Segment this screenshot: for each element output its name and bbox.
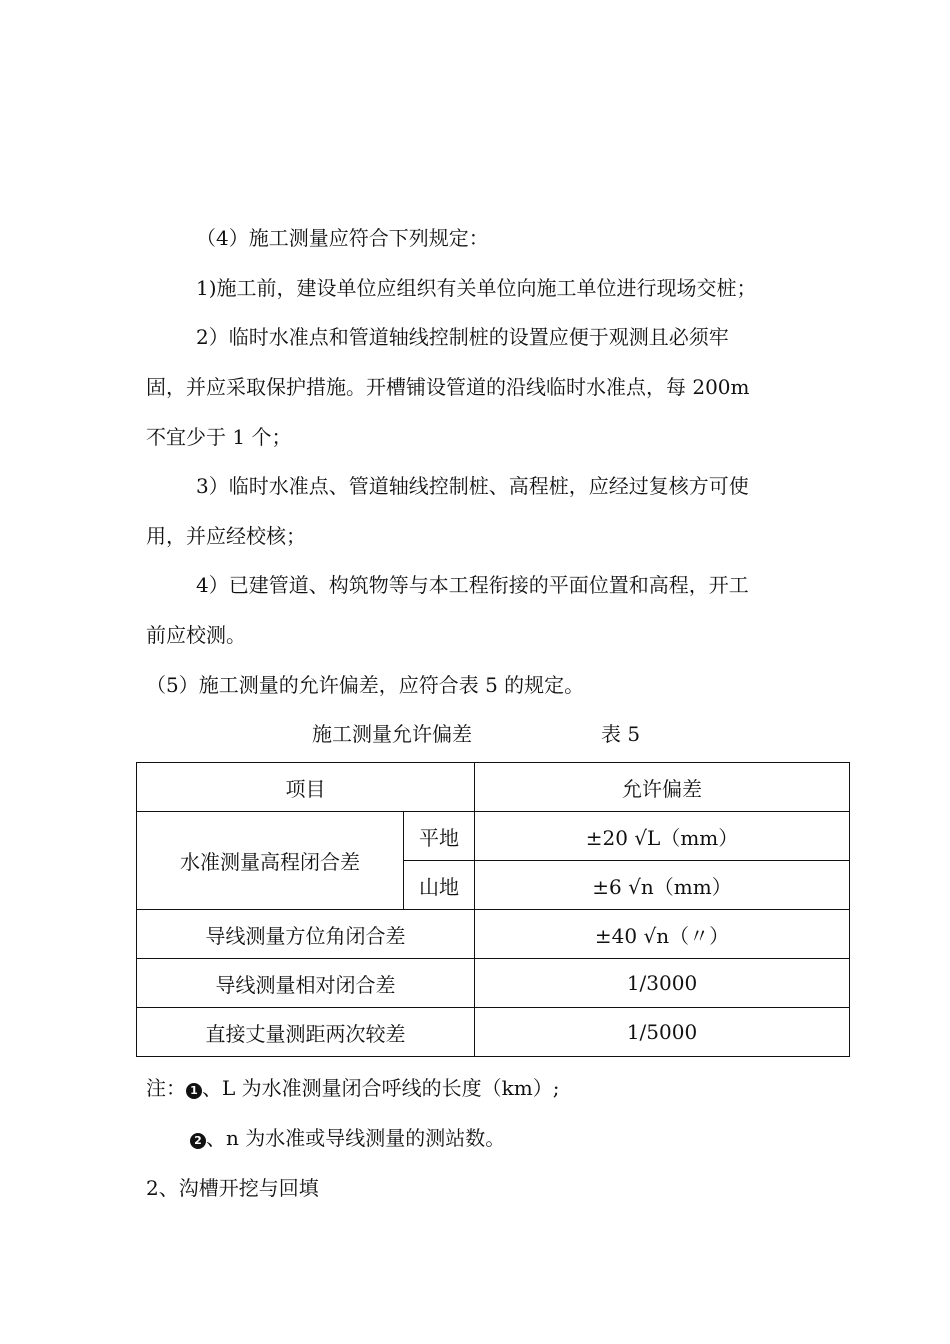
- item-2-line-1: 2）临时水准点和管道轴线控制桩的设置应便于观测且必须牢: [196, 325, 729, 349]
- item-4-line-1: 4）已建管道、构筑物等与本工程衔接的平面位置和高程，开工: [196, 573, 749, 597]
- item-4-line-2: 前应校测。: [146, 623, 246, 647]
- tolerance-table: [136, 762, 850, 1057]
- row-item-cell: 直接丈量测距两次较差: [137, 1008, 475, 1057]
- row-tolerance-cell: ±6 √n（mm）: [475, 861, 850, 910]
- row-item-cell: 水准测量高程闭合差: [137, 812, 404, 910]
- row-sub-cell: 山地: [404, 861, 475, 910]
- item-2-line-2: 固，并应采取保护措施。开槽铺设管道的沿线临时水准点，每 200m: [146, 375, 750, 399]
- table-row: [137, 1008, 850, 1057]
- row-tolerance-cell: 1/3000: [475, 959, 850, 1008]
- item-3-line-2: 用，并应经校核；: [146, 524, 306, 548]
- row-tolerance-cell: ±40 √n（〃）: [475, 910, 850, 959]
- note-2: [190, 1126, 505, 1150]
- header-tolerance-cell: 允许偏差: [475, 763, 850, 812]
- note-1-text: 、L 为水准测量闭合呼线的长度（km）;: [202, 1076, 560, 1100]
- header-item-cell: 项目: [137, 763, 475, 812]
- table-row: [137, 812, 850, 861]
- table-caption-title: 施工测量允许偏差: [312, 722, 472, 746]
- item-3-line-1: 3）临时水准点、管道轴线控制桩、高程桩，应经过复核方可使: [196, 474, 749, 498]
- table-caption-number: 表 5: [601, 722, 641, 746]
- item-1-text: 1)施工前，建设单位应组织有关单位向施工单位进行现场交桩；: [196, 276, 757, 300]
- note-2-text: 、n 为水准或导线测量的测站数。: [206, 1126, 506, 1150]
- row-sub-cell: 平地: [404, 812, 475, 861]
- note-marker-2-icon: 2: [190, 1133, 206, 1149]
- note-1: [146, 1076, 559, 1100]
- note-marker-1-icon: 1: [186, 1083, 202, 1099]
- item-2-line-3: 不宜少于 1 个；: [146, 425, 292, 449]
- paragraph-4-heading: （4）施工测量应符合下列规定：: [196, 226, 489, 250]
- paragraph-5-heading: （5）施工测量的允许偏差，应符合表 5 的规定。: [146, 673, 585, 697]
- table-row: [137, 910, 850, 959]
- table-row: [137, 959, 850, 1008]
- table-header-row: [137, 763, 850, 812]
- row-item-cell: 导线测量方位角闭合差: [137, 910, 475, 959]
- section-heading: 2、沟槽开挖与回填: [146, 1176, 319, 1200]
- table-caption: [0, 722, 950, 746]
- note-prefix: 注：: [146, 1076, 186, 1100]
- row-tolerance-cell: ±20 √L（mm）: [475, 812, 850, 861]
- row-item-cell: 导线测量相对闭合差: [137, 959, 475, 1008]
- row-tolerance-cell: 1/5000: [475, 1008, 850, 1057]
